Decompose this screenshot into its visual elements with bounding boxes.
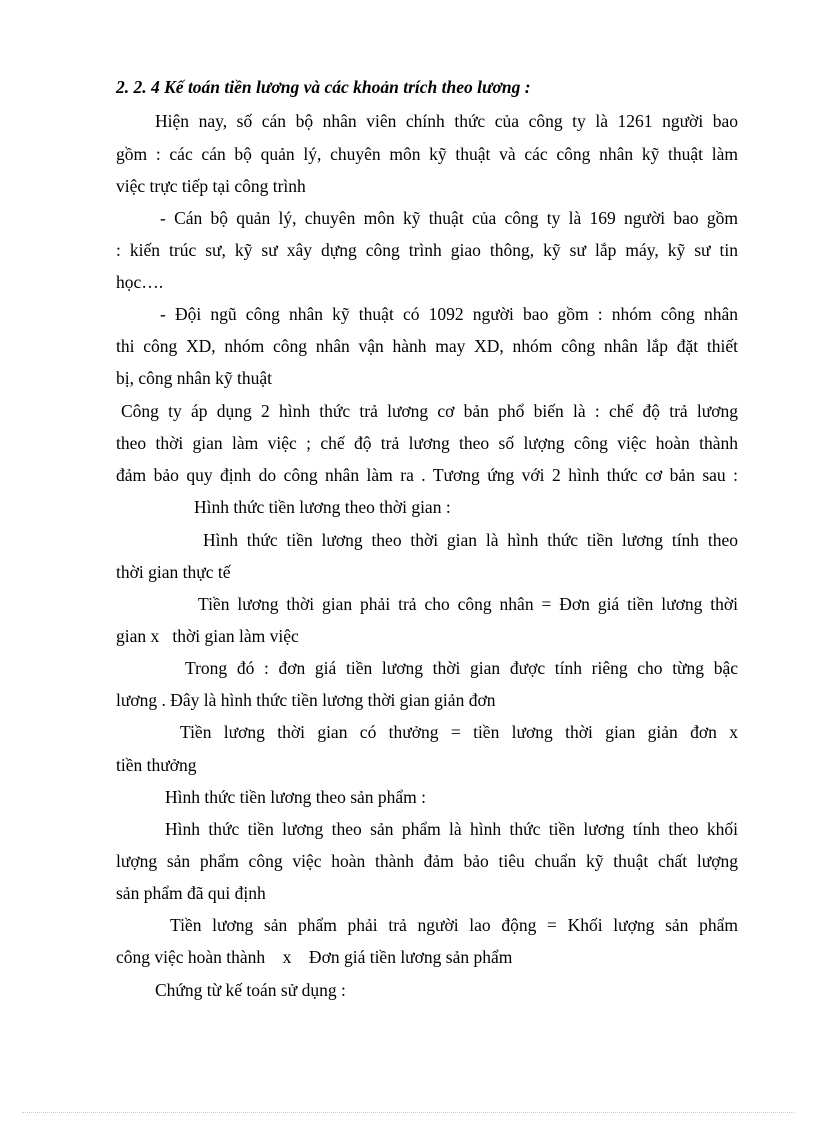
- paragraph-line-21: tiền thưởng: [116, 755, 197, 775]
- paragraph-line-27: công việc hoàn thành x Đơn giá tiền lương sản phẩm: [116, 947, 513, 967]
- paragraph-line-23: Hình thức tiền lương theo sản phẩm là hình thức tiền lương tính theo khối: [165, 819, 738, 839]
- paragraph-line-8: thi công XD, nhóm công nhân vận hành may XD, nhóm công nhân lắp đặt thiết: [116, 336, 738, 356]
- paragraph-line-26: Tiền lương sản phẩm phải trả người lao động = Khối lượng sản phẩm: [170, 915, 738, 935]
- paragraph-line-19: lương . Đây là hình thức tiền lương thời gian giản đơn: [116, 690, 496, 710]
- paragraph-line-28: Chứng từ kế toán sử dụng :: [155, 980, 346, 1000]
- page-bottom-rule: [22, 1112, 794, 1113]
- paragraph-line-2: gồm : các cán bộ quản lý, chuyên môn kỹ thuật và các công nhân kỹ thuật làm: [116, 144, 738, 164]
- paragraph-line-10: Công ty áp dụng 2 hình thức trả lương cơ bản phổ biến là : chế độ trả lương: [121, 401, 738, 421]
- paragraph-line-7: - Đội ngũ công nhân kỹ thuật có 1092 người bao gồm : nhóm công nhân: [160, 304, 738, 324]
- paragraph-line-12: đảm bảo quy định do công nhân làm ra . Tương ứng với 2 hình thức cơ bản sau :: [116, 465, 738, 485]
- paragraph-line-13: Hình thức tiền lương theo thời gian :: [194, 497, 451, 517]
- paragraph-line-14: Hình thức tiền lương theo thời gian là hình thức tiền lương tính theo: [203, 530, 738, 550]
- paragraph-line-25: sản phẩm đã qui định: [116, 883, 266, 903]
- paragraph-line-11: theo thời gian làm việc ; chế độ trả lương theo số lượng công việc hoàn thành: [116, 433, 738, 453]
- paragraph-line-22: Hình thức tiền lương theo sản phẩm :: [165, 787, 427, 807]
- paragraph-line-3: việc trực tiếp tại công trình: [116, 176, 306, 196]
- paragraph-line-5: : kiến trúc sư, kỹ sư xây dựng công trình giao thông, kỹ sư lắp máy, kỹ sư tin: [116, 240, 738, 260]
- section-heading: 2. 2. 4 Kế toán tiền lương và các khoản trích theo lương :: [116, 77, 531, 97]
- paragraph-line-1: Hiện nay, số cán bộ nhân viên chính thức của công ty là 1261 người bao: [155, 111, 738, 131]
- paragraph-line-6: học….: [116, 272, 164, 292]
- paragraph-line-20: Tiền lương thời gian có thưởng = tiền lương thời gian giản đơn x: [180, 722, 738, 742]
- paragraph-line-17: gian x thời gian làm việc: [116, 626, 299, 646]
- paragraph-line-4: - Cán bộ quản lý, chuyên môn kỹ thuật của công ty là 169 người bao gồm: [160, 208, 738, 228]
- paragraph-line-15: thời gian thực tế: [116, 562, 231, 582]
- paragraph-line-24: lượng sản phẩm công việc hoàn thành đảm bảo tiêu chuẩn kỹ thuật chất lượng: [116, 851, 738, 871]
- paragraph-line-18: Trong đó : đơn giá tiền lương thời gian được tính riêng cho từng bậc: [185, 658, 738, 678]
- paragraph-line-9: bị, công nhân kỹ thuật: [116, 368, 273, 388]
- paragraph-line-16: Tiền lương thời gian phải trả cho công nhân = Đơn giá tiền lương thời: [198, 594, 738, 614]
